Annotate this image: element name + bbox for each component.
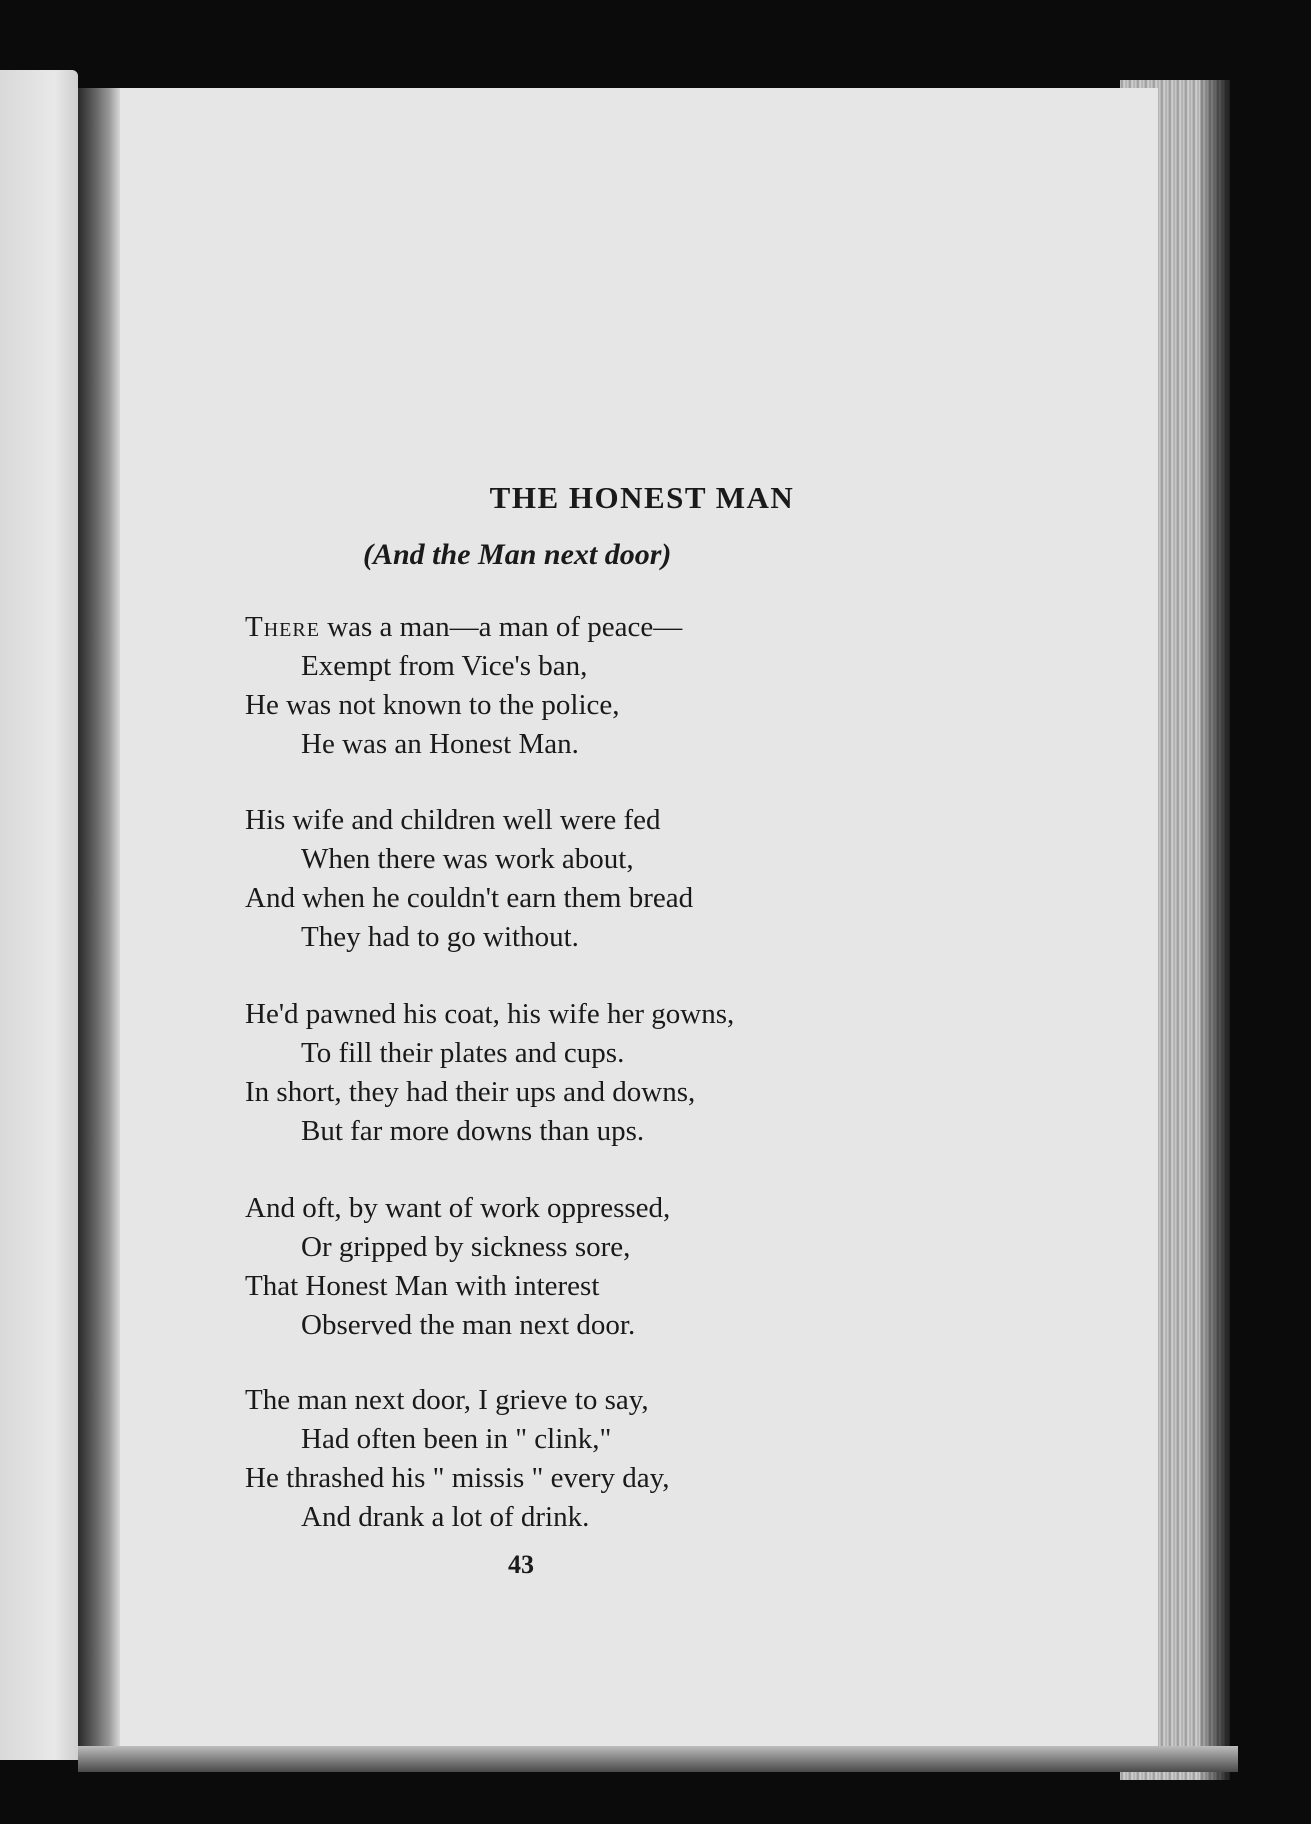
stanza-3 [245, 995, 865, 1151]
stanza-5 [245, 1381, 865, 1537]
verse-line-rest: was a man—a man of peace— [319, 611, 683, 643]
drop-word: There [245, 611, 320, 643]
book-page [118, 88, 1158, 1768]
stanza-2 [245, 801, 865, 957]
verse-line: Observed the man next door. [301, 1309, 636, 1341]
verse-line: But far more downs than ups. [301, 1115, 645, 1147]
page-bottom-edge [78, 1746, 1238, 1772]
page-text [118, 88, 1158, 1768]
verse-line: And drank a lot of drink. [301, 1501, 590, 1533]
verse-line: Exempt from Vice's ban, [301, 650, 588, 682]
verse-line [245, 608, 865, 647]
verse-line: Or gripped by sickness sore, [301, 1231, 631, 1263]
verse-line: He was an Honest Man. [301, 728, 579, 760]
poem-title [118, 480, 918, 516]
verse-line: To fill their plates and cups. [301, 1037, 625, 1069]
page-number: 43 [508, 1550, 534, 1579]
stanza-1 [245, 608, 865, 764]
verse-line: That Honest Man with interest [245, 1270, 600, 1302]
verse-line: His wife and children well were fed [245, 804, 661, 836]
verse-line: He'd pawned his coat, his wife her gowns, [245, 998, 735, 1030]
verse-line: They had to go without. [301, 921, 579, 953]
verse-line: The man next door, I grieve to say, [245, 1384, 649, 1416]
verse-line: In short, they had their ups and downs, [245, 1076, 696, 1108]
verse-line: When there was work about, [301, 843, 634, 875]
previous-page-edge [0, 70, 78, 1760]
verse-line: He was not known to the police, [245, 689, 620, 721]
poem-title-text: THE HONEST MAN [489, 480, 795, 515]
verse-line: He thrashed his " missis " every day, [245, 1462, 670, 1494]
verse-line: Had often been in " clink," [301, 1423, 612, 1455]
verse-line: And when he couldn't earn them bread [245, 882, 694, 914]
stanza-4 [245, 1189, 865, 1345]
poem-subtitle: (And the Man next door) [363, 538, 672, 571]
book-gutter-shadow [78, 88, 120, 1768]
verse-line: And oft, by want of work oppressed, [245, 1192, 671, 1224]
